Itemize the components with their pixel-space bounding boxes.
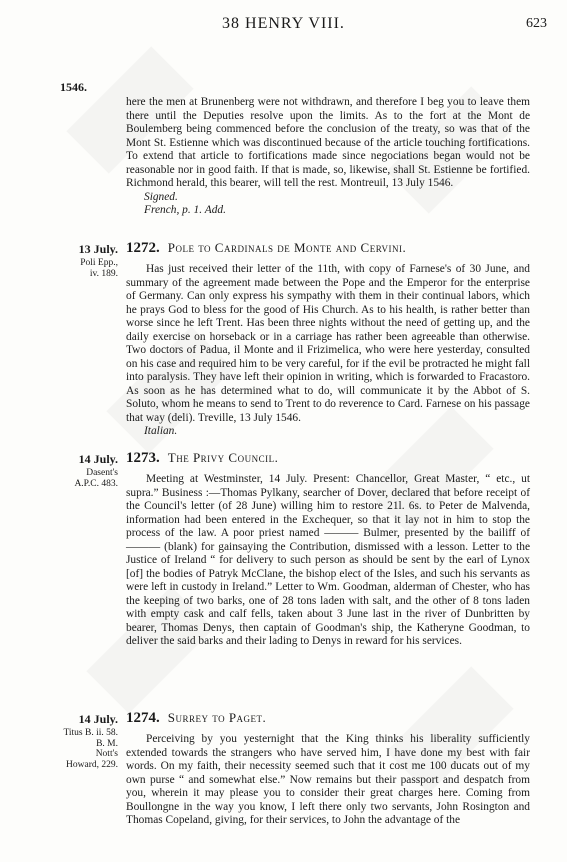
entry-ref: Howard, 229. (66, 759, 118, 770)
continuation-block (126, 96, 530, 218)
entry-ref: Poli Epp., (80, 258, 118, 268)
entry-heading (126, 450, 530, 466)
entry-ref: A.P.C. 483. (74, 478, 118, 489)
entry-title: Surrey to Paget. (167, 710, 267, 725)
entry-number: 1273. (126, 450, 160, 466)
entry-margin (44, 242, 118, 279)
signed-note: Signed. (144, 190, 178, 203)
entry-heading (126, 710, 530, 726)
entry-language: Italian. (144, 425, 178, 437)
year-label: 1546. (60, 80, 87, 94)
entry-ref: Nott's (95, 749, 118, 759)
entry-number: 1274. (126, 710, 160, 726)
entry-ref: B. M. (96, 738, 118, 749)
entry-title: Pole to Cardinals de Monte and Cervini. (167, 240, 407, 255)
entry-number: 1272. (126, 240, 160, 256)
entry-date: 13 July. (78, 242, 118, 256)
entry-ref: Dasent's (86, 468, 118, 478)
entry-text: Has just received their letter of the 11th, with copy of Farnese's of 30 June, and summary of the agreement made between the Pope and the Emperor for the enterprise of Germany. Can only express his sympathy with them in their continual labors, which he prays God to bless for the good of His Church. As to his health, is rather better than worse since he left Trent. Has been three nights without the need of getting up, and the daily exercise on horseback or in a carriage has rather been agreeable than otherwise. Two doctors of Padua, il Monte and il Frizimelica, who were here yesterday, consulted on his case and required him to be very careful, for if the evil be protracted he might fall into paralysis. They have left their opinion in writing, which is forwarded to Fracastoro. As soon as he has determined what to do, will communicate it by the Abbot of S. Soluto, whom he means to send to Trent to do reverence to Card. Farnese on his passage that way (deli). Treville, 13 July 1546. (126, 263, 530, 424)
source-note: French, p. 1. Add. (144, 204, 226, 216)
page-header (0, 12, 567, 36)
entry-ref: Titus B. ii. 58. (63, 728, 118, 738)
entry-text: Perceiving by you yesternight that the King thinks his liberality sufficiently extended towards the strangers who have served him, I have done my best with fair words. On my faith, their necessity seemed such that it cost me 100 ducats out of my own purse “ and somewhat else.” Now remains but their passport and despatch from you, wherein it may please you to consider their great charges here. Coming from Boullongne in the way you know, I left there only two servants, John Rosington and Thomas Copeland, giving, for their services, to John the advantage of the (126, 733, 530, 826)
entry-ref: iv. 189. (89, 268, 118, 279)
entry-text: Meeting at Westminster, 14 July. Present: Chancellor, Great Master, “ etc., ut supra.” Business :—Thomas Pylkany, searcher of Dover, declared that before receipt of the Council's letter (of 28 June) willing him to restore 21l. 6s. to Peter de Malvenda, information had been entered in the Exchequer, so that it lay not in him to stop the process of the law. A poor priest named ——— Bulmer, presented by the bailiff of ——— (blank) for gainsaying the Contribution, dismissed with a lesson. Letter to the Justice of Ireland “ for delivery to such person as should be sent by the earl of Lynox [of] the bodies of Patryk McClane, the bishop elect of the Isles, and such his servants as were left in custody in Ireland.” Letter to Wm. Goodman, alderman of Chester, who has the keeping of two barks, one of 28 tons laden with salt, and the other of 8 tons laden with empty cask and calf fells, taken about 3 June last in the river of Dunbritten by bearer, Thomas Denys, then captain of Goodman's ship, the Katheryne Goodman, to deliver the said barks and their lading to Denys in reward for his services. (126, 473, 530, 647)
entry-date: 14 July. (78, 712, 118, 726)
entry-title: The Privy Council. (167, 450, 279, 465)
entry-margin (44, 452, 118, 489)
entry-body (126, 263, 530, 439)
entry-date: 14 July. (78, 452, 118, 466)
running-title: 38 HENRY VIII. (222, 15, 345, 32)
entry-body (126, 473, 530, 649)
entry-margin (44, 712, 118, 770)
page-number: 623 (526, 16, 547, 31)
entry-body (126, 733, 530, 828)
continuation-text: here the men at Brunenberg were not withdrawn, and therefore I beg you to leave them there until the Deputies resolve upon the limits. As to the fort at the Mont de Boulemberg being commenced before the conclusion of the treaty, so was that of the Mont St. Estienne which was discontinued because of the article touching fortifications. To extend that article to fortifications made since negociations began would not be reasonable nor in good faith. If that is made, so, likewise, shall St. Estienne be fortified. Richmond herald, this bearer, will tell the rest. Montreuil, 13 July 1546. (126, 96, 530, 189)
entry-heading (126, 240, 530, 256)
